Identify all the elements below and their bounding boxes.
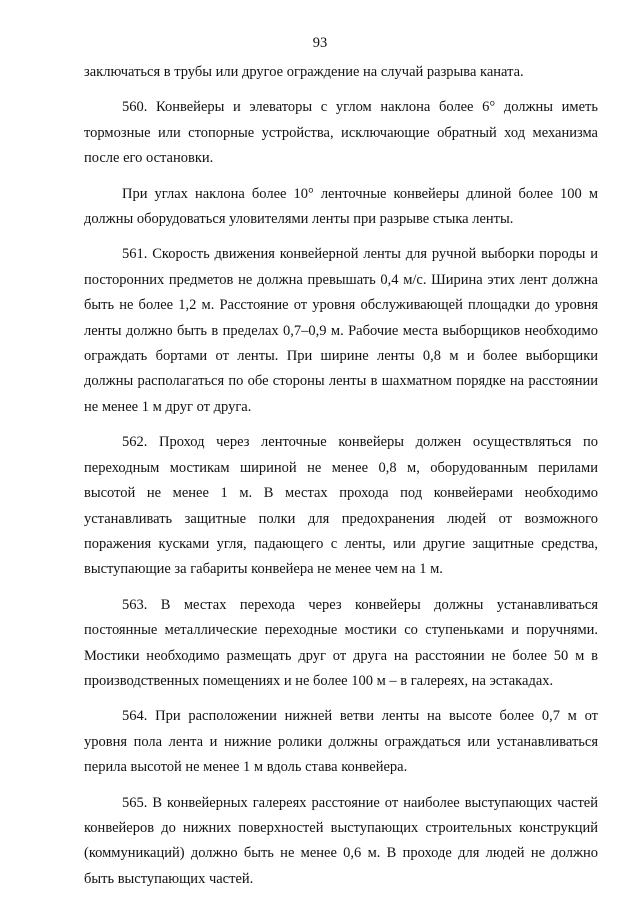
paragraph-continuation: заключаться в трубы или другое ограждение на случай разрыва каната. [84, 64, 524, 80]
page-number: 93 [312, 35, 328, 51]
paragraph-562: 562. Проход через ленточные конвейеры должен осуществляться по переходным мостикам шириной не менее 0,8 м, оборудованным перилами высотой не менее 1 м. В местах прохода под конвейерами необходимо устанавливать защитные полки для предохранения людей от возможного поражения кусками угля, падающего с ленты, или другие защитные средства, выступающие за габариты конвейера не менее чем на 1 м. [84, 434, 598, 578]
paragraph-563: 563. В местах перехода через конвейеры должны устанавливаться постоянные металлические переходные мостики со ступеньками и поручнями. Мостики необходимо размещать друг от друга на расстоянии не более 50 м в производственных помещениях и не более 100 м – в галереях, на эстакадах. [84, 596, 598, 689]
paragraph-564: 564. При расположении нижней ветви ленты на высоте более 0,7 м от уровня пола лента и нижние ролики должны ограждаться или устанавливаться перила высотой не менее 1 м вдоль става конвейера. [84, 708, 598, 776]
paragraph-565: 565. В конвейерных галереях расстояние от наиболее выступающих частей конвейеров до нижних поверхностей выступающих строительных конструкций (коммуникаций) должно быть не менее 0,6 м. В проходе для людей не должно быть выступающих частей. [84, 794, 598, 887]
document-body [84, 60, 598, 902]
paragraph-560-note: При углах наклона более 10° ленточные конвейеры длиной более 100 м должны оборудоваться уловителями ленты при разрыве стыка ленты. [84, 185, 598, 228]
paragraph-560: 560. Конвейеры и элеваторы с углом наклона более 6° должны иметь тормозные или стопорные устройства, исключающие обратный ход механизма после его остановки. [84, 99, 598, 167]
paragraph-561: 561. Скорость движения конвейерной ленты для ручной выборки породы и посторонних предметов не должна превышать 0,4 м/с. Ширина этих лент должна быть не более 1,2 м. Расстояние от уровня обслуживающей площадки до уровня ленты должно быть в пределах 0,7–0,9 м. Рабочие места выборщиков необходимо ограждать бортами от ленты. При ширине ленты 0,8 м и более выборщики должны располагаться по обе стороны ленты в шахматном порядке на расстоянии не менее 1 м друг от друга. [84, 246, 598, 415]
